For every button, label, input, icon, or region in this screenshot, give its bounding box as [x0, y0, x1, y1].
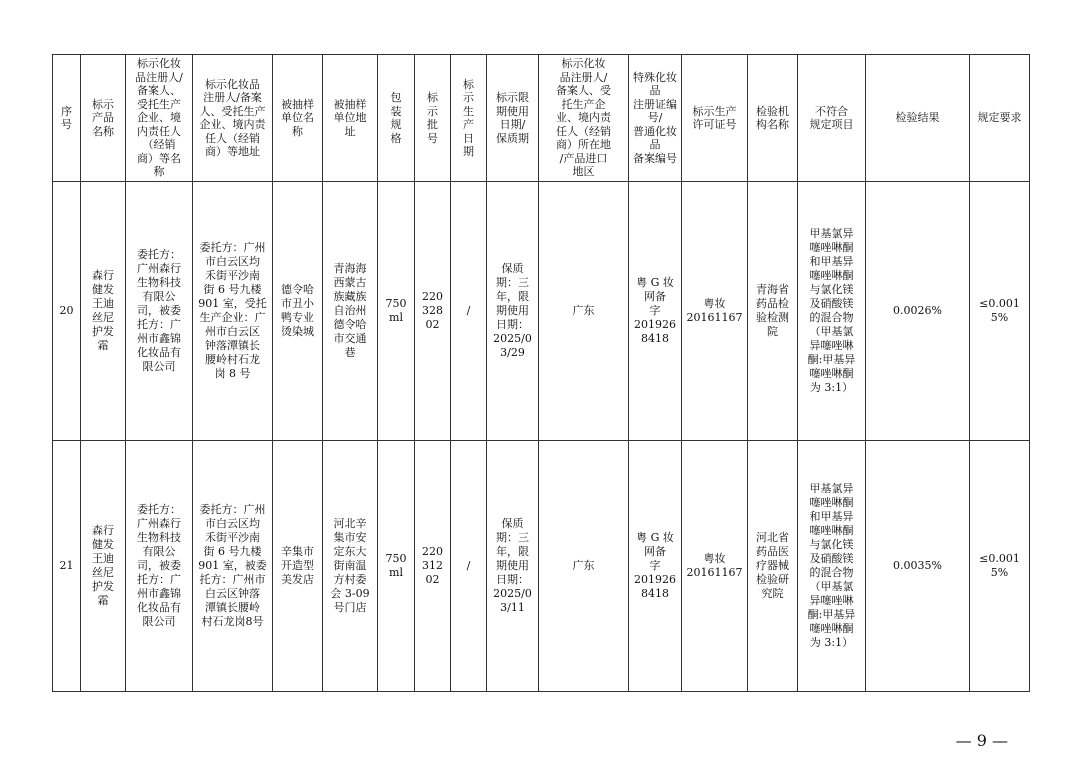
header-registrant-address: 标示化妆品 注册人/备案 人、受托生产 企业、境内责 任人（经销 商）等地址	[193, 55, 273, 182]
cell-expiry: 保质 期：三 年，限 期使用 日期： 2025/0 3/11	[487, 441, 539, 692]
cell-index: 20	[53, 182, 81, 441]
cell-sampled-unit-name: 德令哈 市丑小 鸭专业 烫染城	[273, 182, 323, 441]
header-test-result: 检验结果	[866, 55, 970, 182]
header-index: 序 号	[53, 55, 81, 182]
cell-package-spec: 750 ml	[378, 182, 415, 441]
cell-production-date: /	[451, 441, 487, 692]
cell-noncompliant-item: 甲基氯异 噻唑啉酮 和甲基异 噻唑啉酮 与氯化镁 及硝酸镁 的混合物 （甲基氯 异噻唑啉 酮:甲基异 噻唑啉酮 为 3:1）	[798, 182, 866, 441]
cell-batch-number: 220 312 02	[415, 441, 451, 692]
page-number: — 9 —	[955, 731, 1008, 750]
header-product-name: 标示 产品 名称	[81, 55, 126, 182]
cell-test-result: 0.0035%	[866, 441, 970, 692]
cell-package-spec: 750 ml	[378, 441, 415, 692]
cell-registrant-name: 委托方： 广州森行 生物科技 有限公 司，被委 托方：广 州市鑫锦 化妆品有 限公司	[126, 441, 193, 692]
cell-license-number: 粤妆 20161167	[682, 182, 748, 441]
cell-origin-region: 广东	[539, 441, 629, 692]
header-package-spec: 包 装 规 格	[378, 55, 415, 182]
cell-production-date: /	[451, 182, 487, 441]
cell-product-name: 森行 健发 王迪 丝尼 护发 霜	[81, 182, 126, 441]
cell-test-result: 0.0026%	[866, 182, 970, 441]
header-production-date: 标 示 生 产 日 期	[451, 55, 487, 182]
table-header-row	[53, 55, 1030, 182]
header-origin-region: 标示化妆 品注册人/ 备案人、受 托生产企 业、境内责 任人（经销 商）所在地 /产品进口 地区	[539, 55, 629, 182]
cell-registration-number: 粤 G 妆网备 字 2019268418	[629, 182, 682, 441]
header-sampled-unit-name: 被抽样 单位名 称	[273, 55, 323, 182]
cell-noncompliant-item: 甲基氯异 噻唑啉酮 和甲基异 噻唑啉酮 与氯化镁 及硝酸镁 的混合物 （甲基氯 异噻唑啉 酮:甲基异 噻唑啉酮 为 3:1）	[798, 441, 866, 692]
header-sampled-unit-address: 被抽样 单位地 址	[323, 55, 378, 182]
header-license-number: 标示生产 许可证号	[682, 55, 748, 182]
cell-index: 21	[53, 441, 81, 692]
cell-requirement: ≤0.0015%	[970, 441, 1030, 692]
cell-registration-number: 粤 G 妆网备 字 2019268418	[629, 441, 682, 692]
header-batch-number: 标 示 批 号	[415, 55, 451, 182]
cell-license-number: 粤妆 20161167	[682, 441, 748, 692]
cell-sampled-unit-name: 辛集市 开造型 美发店	[273, 441, 323, 692]
cell-testing-institution: 青海省 药品检 验检测 院	[748, 182, 798, 441]
cell-expiry: 保质 期：三 年，限 期使用 日期： 2025/0 3/29	[487, 182, 539, 441]
cell-sampled-unit-address: 河北辛 集市安 定东大 街南温 方村委 会 3-09 号门店	[323, 441, 378, 692]
cell-registrant-address: 委托方：广州 市白云区均 禾街平沙南 街 6 号九楼 901 室，被委 托方：广州市 白云区钟落 潭镇长腰岭 村石龙岗8号	[193, 441, 273, 692]
header-expiry: 标示限 期使用 日期/ 保质期	[487, 55, 539, 182]
table-row	[53, 182, 1030, 441]
header-testing-institution: 检验机 构名称	[748, 55, 798, 182]
header-registration-number: 特殊化妆品 注册证编号/ 普通化妆品 备案编号	[629, 55, 682, 182]
header-registrant-name: 标示化妆 品注册人/ 备案人、 受托生产 企业、境 内责任人 （经销 商）等名 称	[126, 55, 193, 182]
cell-registrant-name: 委托方： 广州森行 生物科技 有限公 司，被委 托方：广 州市鑫锦 化妆品有 限公司	[126, 182, 193, 441]
cell-registrant-address: 委托方：广州 市白云区均 禾街平沙南 街 6 号九楼 901 室，受托 生产企业：广 州市白云区 钟落潭镇长 腰岭村石龙 岗 8 号	[193, 182, 273, 441]
cell-requirement: ≤0.0015%	[970, 182, 1030, 441]
header-requirement: 规定要求	[970, 55, 1030, 182]
cell-product-name: 森行 健发 王迪 丝尼 护发 霜	[81, 441, 126, 692]
cell-sampled-unit-address: 青海海 西蒙古 族藏族 自治州 德令哈 市交通 巷	[323, 182, 378, 441]
inspection-results-table	[52, 54, 1030, 692]
header-noncompliant-item: 不符合 规定项目	[798, 55, 866, 182]
table-row	[53, 441, 1030, 692]
cell-testing-institution: 河北省 药品医 疗器械 检验研 究院	[748, 441, 798, 692]
cell-batch-number: 220 328 02	[415, 182, 451, 441]
cell-origin-region: 广东	[539, 182, 629, 441]
